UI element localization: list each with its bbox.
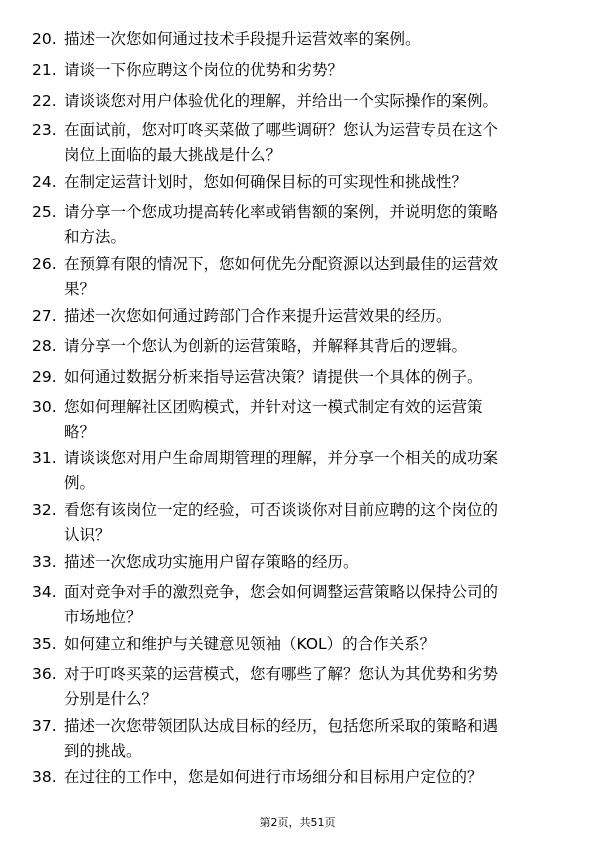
question-text: 请分享一个您认为创新的运营策略，并解释其背后的逻辑。	[64, 337, 468, 355]
question-item	[32, 446, 562, 496]
question-number: 32.	[32, 501, 57, 519]
question-item	[32, 765, 562, 790]
question-text: 描述一次您带领团队达成目标的经历，包括您所采取的策略和遇 到的挑战。	[64, 717, 499, 760]
question-number: 26.	[32, 255, 57, 273]
question-text: 看您有该岗位一定的经验，可否谈谈你对目前应聘的这个岗位的 认识？	[64, 501, 499, 544]
question-text: 在预算有限的情况下，您如何优先分配资源以达到最佳的运营效 果？	[64, 255, 499, 298]
question-item	[32, 632, 562, 657]
question-item	[32, 334, 562, 359]
question-text: 描述一次您如何通过跨部门合作来提升运营效果的经历。	[64, 307, 452, 325]
question-item	[32, 304, 562, 329]
question-text: 请谈谈您对用户体验优化的理解，并给出一个实际操作的案例。	[64, 92, 499, 110]
question-number: 35.	[32, 635, 57, 653]
question-item	[32, 200, 562, 250]
question-text: 在过往的工作中，您是如何进行市场细分和目标用户定位的？	[64, 768, 483, 786]
question-number: 36.	[32, 665, 57, 683]
question-item	[32, 170, 562, 195]
question-text: 描述一次您如何通过技术手段提升运营效率的案例。	[64, 30, 421, 48]
question-item	[32, 365, 562, 390]
question-number: 25.	[32, 203, 57, 221]
question-text: 您如何理解社区团购模式，并针对这一模式制定有效的运营策 略？	[64, 398, 483, 441]
question-number: 27.	[32, 307, 57, 325]
question-item	[32, 58, 562, 83]
question-number: 34.	[32, 583, 57, 601]
question-text: 如何通过数据分析来指导运营决策？请提供一个具体的例子。	[64, 368, 483, 386]
question-number: 31.	[32, 449, 57, 467]
question-item	[32, 498, 562, 548]
question-item	[32, 714, 562, 764]
question-number: 38.	[32, 768, 57, 786]
question-number: 28.	[32, 337, 57, 355]
question-item	[32, 89, 562, 114]
question-text: 请谈谈您对用户生命周期管理的理解，并分享一个相关的成功案 例。	[64, 449, 499, 492]
question-number: 33.	[32, 553, 57, 571]
question-number: 20.	[32, 30, 57, 48]
question-text: 面对竞争对手的激烈竞争，您会如何调整运营策略以保持公司的 市场地位？	[64, 583, 499, 626]
page-footer: 第2页，共51页	[259, 816, 336, 829]
question-number: 23.	[32, 121, 57, 139]
question-item	[32, 252, 562, 302]
question-text: 描述一次您成功实施用户留存策略的经历。	[64, 553, 359, 571]
question-item	[32, 118, 562, 168]
question-text: 在面试前，您对叮咚买菜做了哪些调研？您认为运营专员在这个 岗位上面临的最大挑战是什么？	[64, 121, 499, 164]
question-number: 30.	[32, 398, 57, 416]
question-item	[32, 395, 562, 445]
question-text: 如何建立和维护与关键意见领袖（KOL）的合作关系？	[64, 635, 436, 653]
question-text: 请分享一个您成功提高转化率或销售额的案例，并说明您的策略 和方法。	[64, 203, 499, 246]
question-number: 22.	[32, 92, 57, 110]
question-text: 对于叮咚买菜的运营模式，您有哪些了解？您认为其优势和劣势 分别是什么？	[64, 665, 499, 708]
question-number: 37.	[32, 717, 57, 735]
question-item	[32, 580, 562, 630]
question-number: 24.	[32, 173, 57, 191]
question-text: 请谈一下你应聘这个岗位的优势和劣势？	[64, 61, 344, 79]
question-text: 在制定运营计划时，您如何确保目标的可实现性和挑战性？	[64, 173, 468, 191]
question-item	[32, 550, 562, 575]
question-number: 29.	[32, 368, 57, 386]
question-item	[32, 662, 562, 712]
question-number: 21.	[32, 61, 57, 79]
question-item	[32, 27, 562, 52]
